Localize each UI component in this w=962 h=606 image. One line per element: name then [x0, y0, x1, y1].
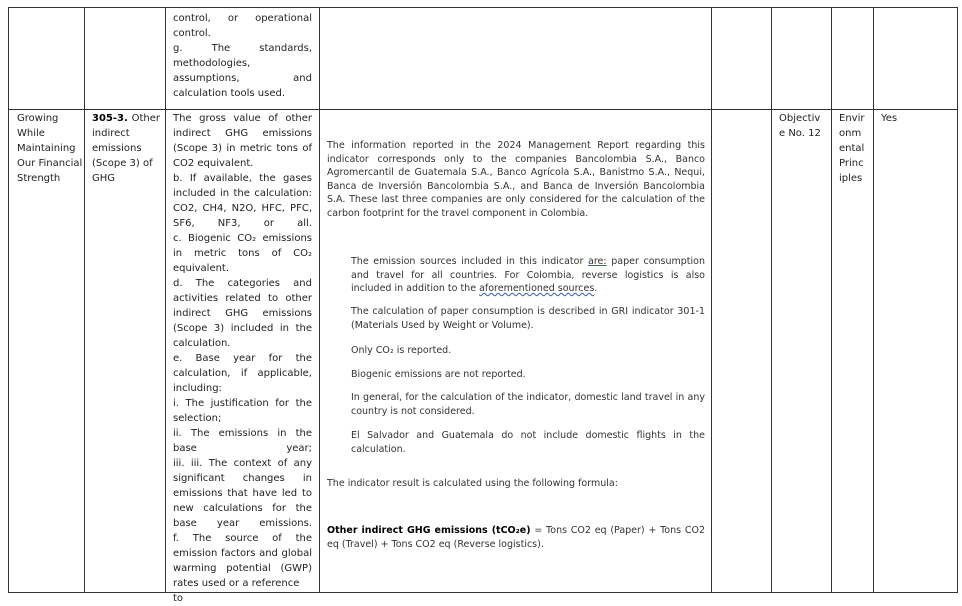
requirement-line: (Scope 3) included in the	[173, 323, 312, 334]
requirement-line: iii. iii. The context of any	[173, 458, 312, 469]
response-domestic-land: In general, for the calculation of the indicator, domestic land travel in any country is not considered.	[351, 392, 705, 417]
topic-line: Growing	[17, 113, 59, 124]
sdg-cell	[779, 111, 829, 141]
topic-line: Our Financial	[17, 158, 83, 169]
prev-line: methodologies,	[173, 58, 251, 69]
requirement-line: indirect GHG emissions	[173, 128, 312, 139]
requirement-line: base year emissions.	[173, 518, 312, 529]
requirements-cell	[173, 111, 312, 606]
requirement-line: CO2 equivalent.	[173, 158, 254, 169]
prev-line: assumptions, and	[173, 73, 312, 84]
requirement-line: calculation.	[173, 338, 231, 349]
requirement-line: f. The source of the	[173, 533, 312, 544]
requirement-line: emission factors and global	[173, 548, 312, 559]
topic-line: Maintaining	[17, 143, 76, 154]
indicator-name-line: (Scope 3) of	[92, 158, 153, 169]
requirement-line: c. Biogenic CO₂ emissions	[173, 233, 312, 244]
requirement-line: equivalent.	[173, 263, 230, 274]
response-intro: The information reported in the 2024 Management Report regarding this indicator corresponds only to the companies Bancolombia S.A., Banco Agromercantil de Guatemala S.A., Banco Agrícola S.A., Banistmo S.A., Nequi, Banca de Inversión Bancolombia S.A., and Banca de Inversión Bancolombia S.A. These last three companies are only considered for the calculation of the carbon footprint for the travel component in Colombia.	[327, 140, 705, 219]
prev-requirements-cell	[173, 11, 312, 101]
requirement-line: e. Base year for the	[173, 353, 312, 364]
verified-value: Yes	[881, 113, 898, 124]
principle-line: ental	[839, 143, 865, 154]
indicator-name-line: indirect	[92, 128, 130, 139]
prev-line: control.	[173, 28, 211, 39]
requirement-line: new calculations for the	[173, 503, 312, 514]
response-paper: The calculation of paper consumption is described in GRI indicator 301-1 (Materials Used by Weight or Volume).	[351, 306, 705, 331]
response-sources	[351, 255, 705, 296]
requirement-line: emissions that have led to	[173, 488, 312, 499]
sources-text: .	[594, 283, 598, 294]
response-domestic-flights: El Salvador and Guatemala do not include domestic flights in the calculation.	[351, 430, 705, 455]
response-only-co2: Only CO₂ is reported.	[351, 345, 452, 356]
requirement-line: calculation, if applicable,	[173, 368, 312, 379]
topic-cell	[17, 111, 83, 186]
sdg-line: Objectiv	[779, 113, 821, 124]
requirement-line: ii. The emissions in the	[173, 428, 312, 439]
formula-label: Other indirect GHG emissions (tCO₂e)	[327, 525, 531, 536]
requirement-line: base year;	[173, 443, 312, 454]
sources-text: paper consumption and travel for all countries. For Colombia, reverse logistics is also included in addition to the	[351, 256, 705, 294]
principle-line: Envir	[839, 113, 865, 124]
principle-line: onm	[839, 128, 862, 139]
response-formula-intro: The indicator result is calculated using the following formula:	[327, 478, 618, 489]
principle-line: Princ	[839, 158, 864, 169]
principle-cell	[839, 111, 871, 186]
prev-line: control, or operational	[173, 13, 312, 24]
requirement-line: CO2, CH4, N2O, HFC, PFC,	[173, 203, 312, 214]
requirement-line: indirect GHG emissions	[173, 308, 312, 319]
sdg-line: e No. 12	[779, 128, 821, 139]
requirement-line: rates used or a reference to	[173, 578, 300, 604]
requirement-line: i. The justification for the	[173, 398, 312, 409]
formula-text: = Tons CO2 eq (Paper) + Tons CO2 eq (Travel) + Tons CO2 eq (Reverse logistics).	[327, 525, 705, 550]
requirement-line: d. The categories and	[173, 278, 312, 289]
sources-aforementioned: aforementioned sources	[479, 283, 595, 294]
prev-line: calculation tools used.	[173, 88, 286, 99]
requirement-line: in metric tons of CO₂	[173, 248, 312, 259]
sources-text: The emission sources included in this indicator	[351, 256, 588, 267]
topic-line: Strength	[17, 173, 61, 184]
requirement-line: including:	[173, 383, 222, 394]
requirement-line: activities related to other	[173, 293, 312, 304]
requirement-line: warming potential (GWP)	[173, 563, 312, 574]
topic-line: While	[17, 128, 45, 139]
principle-line: iples	[839, 173, 863, 184]
indicator-code: 305-3.	[92, 113, 128, 124]
requirement-line: (Scope 3) in metric tons of	[173, 143, 312, 154]
response-biogenic: Biogenic emissions are not reported.	[351, 369, 526, 380]
requirement-line: The gross value of other	[173, 113, 312, 124]
indicator-name-line: Other	[131, 113, 160, 124]
requirement-line: SF6, NF3, or all.	[173, 218, 312, 229]
requirement-line: b. If available, the gases	[173, 173, 312, 184]
sources-are: are:	[588, 256, 607, 267]
requirement-line: selection;	[173, 413, 222, 424]
prev-line: g. The standards,	[173, 43, 312, 54]
indicator-name-line: GHG	[92, 173, 116, 184]
verified-cell	[881, 111, 951, 126]
indicator-cell	[92, 111, 160, 186]
response-formula	[327, 524, 705, 551]
indicator-name-line: emissions	[92, 143, 142, 154]
requirement-line: significant changes in	[173, 473, 312, 484]
requirement-line: included in the calculation:	[173, 188, 312, 199]
